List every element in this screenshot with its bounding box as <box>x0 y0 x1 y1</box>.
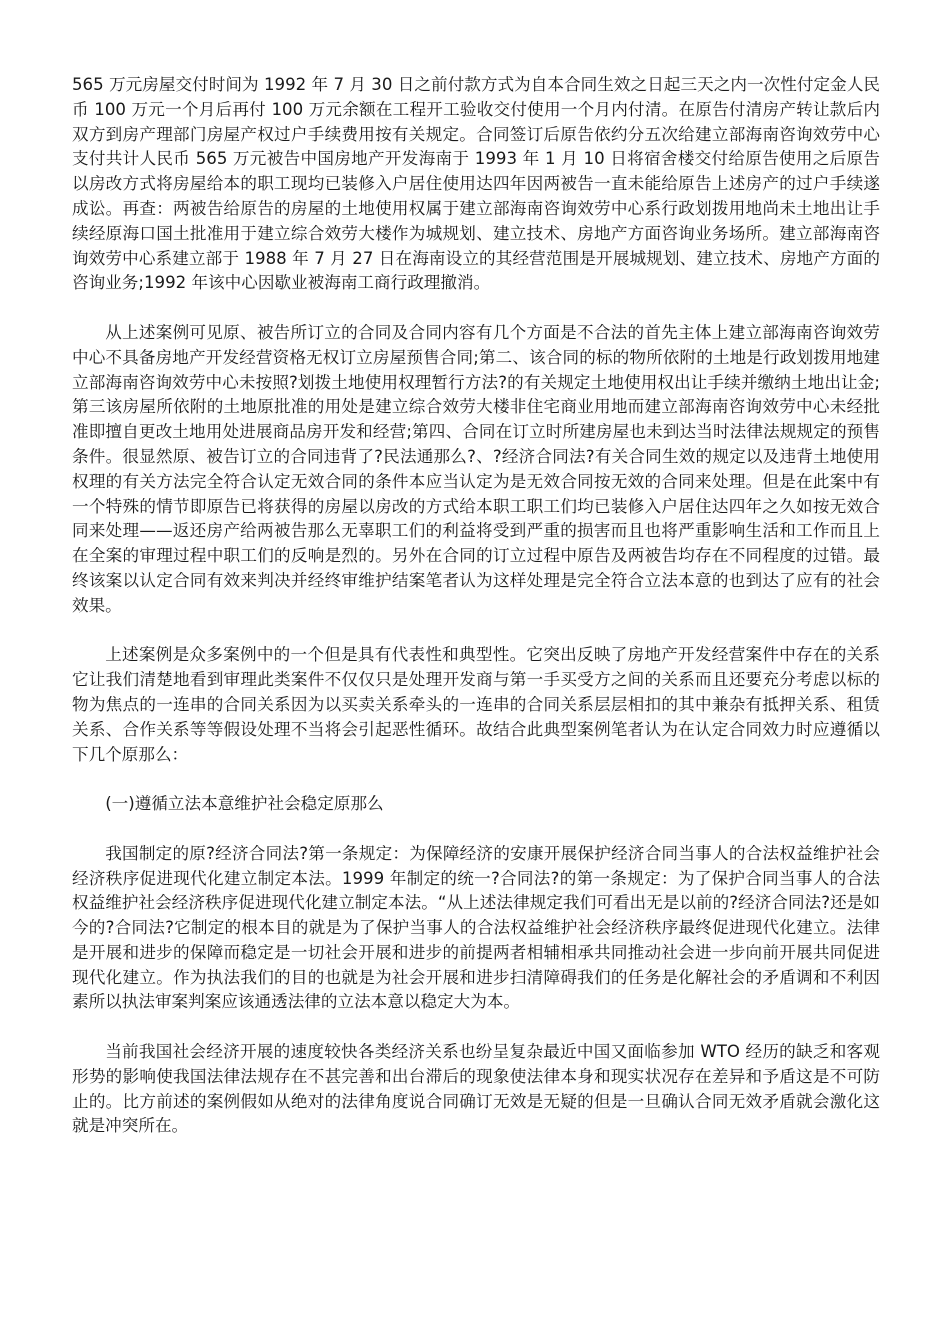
paragraph-legislative-intent: 我国制定的原?经济合同法?第一条规定：为保障经济的安康开展保护经济合同当事人的合法权益维护社会经济秩序促进现代化建立制定本法。1999 年制定的统一?合同法?的第一条规定：为了保护合同当事人的合法权益维护社会经济秩序促进现代化建立制定本法。“从上述法律规定我们可看出无是以前的?经济合同法?还是如今的?合同法?它制定的根本目的就是为了保护当事人的合法权益维护社会经济秩序最终促进现代化建立。法律是开展和进步的保障而稳定是一切社会开展和进步的前提两者相辅相承共同推动社会进一步向前开展共同促进现代化建立。作为执法我们的目的也就是为社会开展和进步扫清障碍我们的任务是化解社会的矛盾调和不利因素所以执法审案判案应该通透法律的立法本意以稳定大为本。 <box>72 843 880 1012</box>
section-heading: (一)遵循立法本意维护社会稳定原那么 <box>105 794 384 814</box>
document-body <box>72 73 880 1164</box>
paragraph-case-analysis: 从上述案例可见原、被告所订立的合同及合同内容有几个方面是不合法的首先主体上建立部海南咨询效劳中心不具备房地产开发经营资格无权订立房屋预售合同;第二、该合同的标的物所依附的土地是行政划拨用地建立部海南咨询效劳中心未按照?划拨土地使用权理暂行方法?的有关规定土地使用权出让手续并缴纳土地出让金;第三该房屋所依附的土地原批准的用处是建立综合效劳大楼非住宅商业用地而建立部海南咨询效劳中心未经批准即擅自更改土地用处进展商品房开发和经营;第四、合同在订立时所建房屋也未到达当时法律法规规定的预售条件。很显然原、被告订立的合同违背了?民法通那么?、?经济合同法?有关合同生效的规定以及违背土地使用权理的有关方法完全符合认定无效合同的条件本应当认定为是无效合同按无效的合同来处理。但是在此案中有一个特殊的情节即原告已将获得的房屋以房改的方式给本职工职工们均已装修入户居住达四年之久如按无效合同来处理——返还房产给两被告那么无辜职工们的利益将受到严重的损害而且也将严重影响生活和工作而且上在全案的审理过程中职工们的反响是烈的。另外在合同的订立过程中原告及两被告均存在不同程度的过错。最终该案以认定合同有效来判决并经终审维护结案笔者认为这样处理是完全符合立法本意的也到达了应有的社会效果。 <box>72 322 880 615</box>
paragraph-current-situation: 当前我国社会经济开展的速度较快各类经济关系也纷呈复杂最近中国又面临参加 WTO 经历的缺乏和客观形势的影响使我国法律法规存在不甚完善和出台滞后的现象使法律本身和现实状况存在差异和予盾这是不可防止的。比方前述的案例假如从绝对的法律角度说合同确订无效是无疑的但是一旦确认合同无效矛盾就会激化这就是冲突所在。 <box>72 1042 880 1136</box>
paragraph-case-facts: 565 万元房屋交付时间为 1992 年 7 月 30 日之前付款方式为自本合同生效之日起三天之内一次性付定金人民币 100 万元一个月后再付 100 万元余额在工程开工验收交付使用一个月内付清。在原告付清房产转让款后内双方到房产理部门房屋产权过户手续费用按有关规定。合同签订后原告依约分五次给建立部海南咨询效劳中心支付共计人民币 565 万元被告中国房地产开发海南于 1993 年 1 月 10 日将宿舍楼交付给原告使用之后原告以房改方式将房屋给本的职工现均已装修入户居住使用达四年因两被告一直未能给原告上述房产的过户手续遂成讼。再查：两被告给原告的房屋的土地使用权属于建立部海南咨询效劳中心系行政划拨用地尚未土地出让手续经原海口国土批准用于建立综合效劳大楼作为城规划、建立技术、房地产方面咨询业务场所。建立部海南咨询效劳中心系建立部于 1988 年 7 月 27 日在海南设立的其经营范围是开展城规划、建立技术、房地产方面的咨询业务;1992 年该中心因歇业被海南工商行政理撤消。 <box>72 75 880 293</box>
paragraph-case-significance: 上述案例是众多案例中的一个但是具有代表性和典型性。它突出反映了房地产开发经营案件中存在的关系它让我们清楚地看到审理此类案件不仅仅只是处理开发商与第一手买受方之间的关系而且还要充分考虑以标的物为焦点的一连串的合同关系因为以买卖关系牵头的一连串的合同关系层层相扣的其中兼杂有抵押关系、租赁关系、合作关系等等假设处理不当将会引起恶性循环。故结合此典型案例笔者认为在认定合同效力时应遵循以下几个原那么： <box>72 645 880 764</box>
